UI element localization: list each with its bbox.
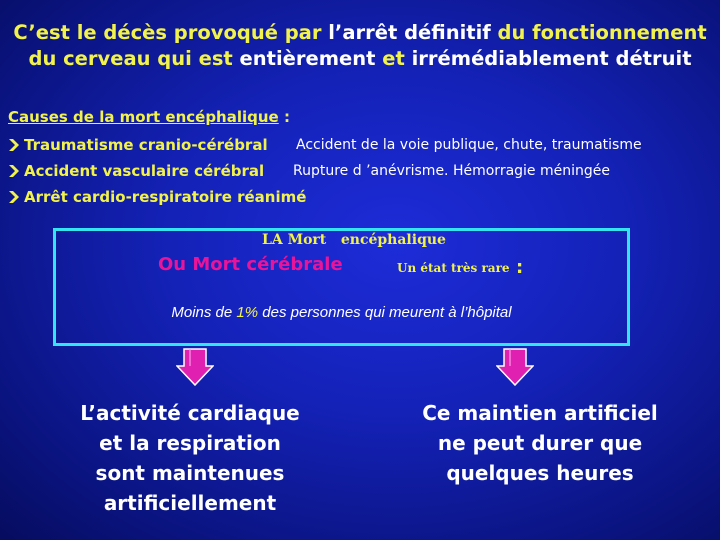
box-colon: : [516, 257, 524, 278]
title-line-1 [0, 20, 720, 46]
cause-item [8, 186, 306, 208]
outcome-left-line: sont maintenues [95, 461, 285, 485]
cause-detail: Accident de la voie publique, chute, traumatisme [296, 137, 642, 153]
outcome-left-line: L’activité cardiaque [80, 401, 300, 425]
box-title: LA Mort encéphalique [262, 232, 446, 248]
slide-title [0, 20, 720, 72]
title-text: et [375, 47, 412, 70]
title-emphasis: entièrement [239, 47, 376, 70]
stat-text: des personnes qui meurent à l’hôpital [258, 304, 512, 321]
outcome-right [390, 398, 690, 488]
cause-name: Arrêt cardio-respiratoire réanimé [24, 188, 307, 206]
box-statistic [0, 304, 683, 321]
cause-name: Accident vasculaire cérébral [24, 162, 265, 180]
bullet-arrow-icon [8, 138, 20, 152]
causes-heading-text: Causes de la mort encéphalique [8, 108, 279, 126]
down-arrow-icon [176, 348, 214, 386]
outcome-left-line: et la respiration [99, 431, 281, 455]
cause-detail: Rupture d ’anévrisme. Hémorragie méningée [293, 163, 610, 179]
title-emphasis: l’arrêt définitif [328, 21, 491, 44]
box-subtitle: Ou Mort cérébrale [158, 254, 343, 275]
bullet-arrow-icon [8, 164, 20, 178]
causes-heading-colon: : [278, 108, 290, 126]
down-arrow-icon [496, 348, 534, 386]
outcome-right-line: quelques heures [446, 461, 634, 485]
bullet-arrow-icon [8, 190, 20, 204]
outcome-right-line: ne peut durer que [437, 431, 643, 455]
causes-heading [8, 108, 290, 126]
box-rare-note: Un état très rare [397, 261, 510, 275]
outcome-left-line: artificiellement [103, 491, 277, 515]
title-emphasis: irrémédiablement détruit [411, 47, 692, 70]
stat-percent: 1% [236, 304, 259, 321]
title-text: du cerveau qui est [28, 47, 240, 70]
title-text: du fonctionnement [490, 21, 707, 44]
outcome-left [40, 398, 340, 518]
stat-text: Moins de [171, 304, 237, 321]
outcome-right-line: Ce maintien artificiel [422, 401, 658, 425]
cause-name: Traumatisme cranio-cérébral [24, 136, 268, 154]
cause-item [8, 134, 268, 156]
title-line-2 [0, 46, 720, 72]
title-text: C’est le décès provoqué par [13, 21, 329, 44]
cause-item [8, 160, 264, 182]
